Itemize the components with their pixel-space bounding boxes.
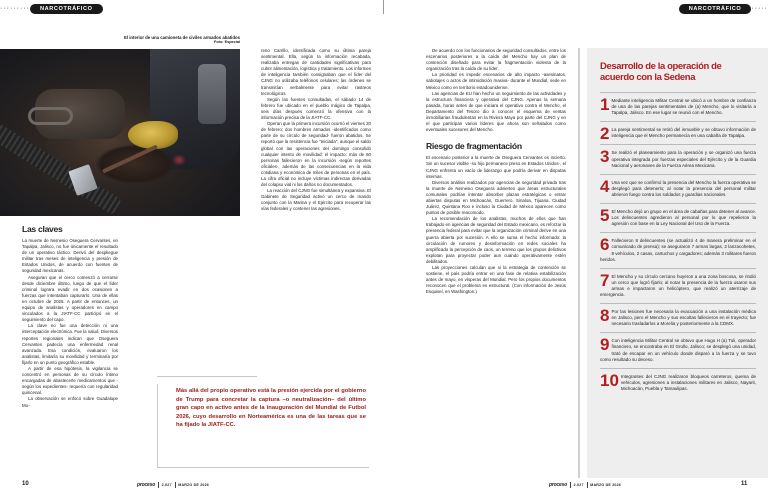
paragraph: El escenario posterior a la muerte de Oseguera Cervantes es incierto. Sin un sucesor visible -su hijo permanece preso en Estados Unidos-, el CJNG enfrenta un vacío de liderazgo que podría derivar en disputas internas.	[426, 155, 566, 179]
item-number: 10	[600, 370, 619, 390]
item-text: Se realizó el planeamiento para la operación y se organizó una fuerza operativa integrada por fuerzas especiales del Ejército y de la Guardia Nacional y aeronaves de la Fuerza Aérea Mexicana.	[611, 150, 756, 168]
section-tag-right	[679, 4, 768, 14]
paragraph: Las agencias de EU han hecho un seguimiento de las actividades y la estructura financiera y operativa del CJNG. Apenas la semana pasada, horas antes de que iniciara el operativo contra el Mencho, el Departamento del Tesoro dio a conocer el esquema de ventas inmobiliarias fraudulentas en la Riviera Maya por parte del CJNG y en el que participan varios líderes que ahora son señalados como eventuales sucesores del Mencho.	[426, 90, 566, 133]
section-label: NARCOTRÁFICO	[679, 4, 752, 14]
pullquote-text: Más allá del propio operativo está la presión ejercida por el gobierno de Trump para concretar la captura –o neutralización– del último gran capo en activo antes de la inauguración del Mundial de Futbol 2026, cuyo desarrollo en Norteamérica es una de las tareas que se ha fijado la JIATF-CC.	[176, 388, 366, 429]
paragraph: La muerte de Nemesio Oseguera Cervantes, en Tapalpa, Jalisco, no fue únicamente el resultado de un operativo táctico. Derivó del despliegue militar tras meses de inteligencia y presión de Estados Unidos, de acuerdo con fuentes de seguridad mexicanas.	[22, 238, 118, 274]
paragraph: Según las fuentes consultadas, el sábado 14 de febrero fue ubicado en el pueblo mágico de Tapalpa, seis días después comenzó la ofensiva con la información precisa de la JIATF-CC.	[261, 96, 371, 121]
item-number: 1	[600, 95, 610, 114]
brand-logo: proceso	[137, 482, 156, 488]
body-column-2	[261, 48, 371, 213]
item-text: Una vez que se confirmó la presencia del Mencho la fuerza operativa se desplegó para detenerlo; al notar la presencia del personal militar abrieron fuego contra los soldados y guardias nacionales.	[611, 179, 756, 197]
sidebar-item	[600, 174, 756, 203]
body-column-1	[22, 224, 118, 409]
item-number: 4	[600, 176, 610, 196]
item-text: Mediante inteligencia Militar Central se ubicó a un hombre de confianza de una de las parejas sentimentales de (a) Mencho, que lo visitaría a Tapalpa, Jalisco. En ese lugar se reunió con el Mencho.	[611, 98, 756, 116]
pullquote-rule	[157, 376, 257, 377]
footer-meta-left	[137, 482, 209, 488]
item-number: 2	[600, 124, 610, 144]
paragraph: Aseguran que el cerco comenzó a cerrarse desde diciembre último, luego de que el líder criminal lograra evadir en dos ocasiones a fuerzas que intentaban capturarlo. Una de ellas en octubre de 2025. A partir de entonces, un equipo de analistas y operadores en campo vinculados a la JIATF-CC participó en el seguimiento del capo.	[22, 274, 118, 323]
leader-dots: ·····	[751, 5, 768, 12]
section-label: NARCOTRÁFICO	[30, 4, 103, 14]
sidebar-item	[600, 368, 756, 397]
item-text: La pareja sentimental se retiró del inmueble y se obtuvo información de inteligencia que el Mencho permanecía en una cabaña de Tapalpa.	[611, 127, 756, 139]
page-number-left: 10	[22, 481, 29, 487]
paragraph: reno Carrillo, identificada como su última pareja sentimental. Ella, según la información recabada, realizaba entregas de cantidades significativas para cubrir alimentación, logística y tratamiento. Los informes de inteligencia también consignaban que el líder del CJNG no utilizaba teléfonos celulares; las órdenes se transmitían verbalmente para evitar rastreos tecnológicos.	[261, 48, 371, 96]
paragraph: De acuerdo con los funcionarios de seguridad consultados, entre los escenarios posteriores a la caída del Mencho hay un plan de contención diseñado para evitar la fragmentación violenta de la organización tras la caída de su líder.	[426, 48, 566, 72]
item-text: El Mencho dejó un grupo en el área de cabañas para detener al avance. Los delincuentes agredieron al personal por lo que repelieron la agresión con base en la Ley Nacional del Uso de la Fuerza.	[611, 209, 756, 227]
body-column-3	[426, 48, 566, 295]
footer-meta-right	[549, 482, 621, 488]
issue-number: 2.027	[573, 483, 584, 487]
sidebar-item	[600, 144, 756, 173]
sidebar-item	[600, 121, 756, 144]
item-number: 8	[600, 306, 610, 326]
item-number: 9	[600, 335, 610, 355]
brand-logo: proceso	[549, 482, 568, 488]
sidebar-item	[600, 332, 756, 367]
photo-headrest	[198, 64, 226, 124]
leader-dots: ·········	[0, 5, 30, 12]
paragraph: Diversos análisis realizados por agencias de seguridad privada tras la muerte de Nemesio Oseguera advierten que áreas estructurales comunales podrían intentar absorber plazas estratégicas o entrar abiertas disputas en Michoacán, Guerrero, Sinaloa, Tijuana, Ciudad Juárez, Quintana Roo e incluso la Ciudad de México aparecen como puntos de posible reacomodo.	[426, 179, 566, 216]
photo-debris	[95, 144, 175, 184]
item-text: Fallecieron 8 delincuentes (se actualizó 4 de manera preliminar en el comunicado de prensa); se aseguraron 7 armas largas, 2 lanzacohetes, 8 vehículos, 2 casas, cartuchos y cargadores; además 3 militares fueron heridos.	[600, 238, 756, 262]
issue-number: 2.027	[161, 483, 172, 487]
divider	[587, 482, 588, 488]
sidebar-title: Desarrollo de la operación de acuerdo con la Sedena	[600, 61, 722, 83]
paragraph: Operan que la primera incursión ocurrió el viernes 20 de febrero; dos hombres armados -identificados como parte de su círculo de seguridad- fueron abatidos. Se reportó que la resistencia fue "Iniciada", aunque el saldo global con las operaciones del domingo consolidó cualquier intento de movilidad: el impacto: más de 60 personas fallecieron en la incursión -según reportes oficiales-, además de las consecuencias en la vida cotidiana y económica de miles de personas en el país. La cifra oficial no incluye víctimas indirectas derivadas del colapso vial ni los daños no documentados.	[261, 121, 371, 188]
sidebar-box	[587, 48, 768, 478]
sidebar-item	[600, 303, 756, 332]
sidebar-rule	[578, 48, 580, 478]
paragraph: La observación se enfocó sobre Guadalupe Mo-	[22, 396, 118, 408]
sidebar-item	[600, 92, 756, 121]
item-text: Por las lesiones fue necesaria la evacuación a una instalación médica en Jalisco, pero el Mencho y sus escoltas fallecieron en el trayecto; fue necesario trasladarlos a Morelia y posteriormente a la CDMX.	[611, 309, 756, 327]
caption-text: El interior de una camioneta de civiles armados abatidos	[123, 35, 240, 40]
photo-vehicle-interior-icon	[0, 49, 240, 216]
divider	[158, 482, 159, 488]
item-text: El Mencho y su círculo cercano huyeron a una zona boscosa, se rindió un cerco que logró fijarlo; al notar la presencia de la fuerza usaron sus armas e impactaron un helicóptero, que realizó un aterrizaje de emergencia.	[600, 273, 756, 297]
paragraph: La clave no fue una detección ni una interceptación electrónica. Fue la salud. Diversos reportes regionales indican que Oseguera Cervantes padecía una enfermedad renal avanzada. Esa condición, evaluaron los analistas, limitaría su movilidad y terminaría por fijarlo en un punto geográfico estable.	[22, 323, 118, 365]
item-number: 7	[600, 270, 610, 290]
divider	[175, 482, 176, 488]
section-tag-left	[0, 4, 103, 14]
item-number: 5	[600, 206, 610, 226]
pullquote	[157, 384, 369, 468]
paragraph: A partir de esa hipótesis, la vigilancia se concentró en personas de su círculo íntimo encargadas de abastecerle medicamentos que -según los expedientes- requería con regularidad quincenal.	[22, 365, 118, 396]
paragraph: La reacción del CJNG fue simultánea y expansiva. El Gabinete de Seguridad activó un cerco de mando conjunto con la Marina y el Ejército para recuperar las vías federales y contener las agresiones.	[261, 188, 371, 212]
item-text: Con inteligencia Militar Central se obtuvo que Hugo H (a) Tuli, operador financiero, se encontraba en El Grullo, Jalisco; se desplegó una unidad, trató de escapar en un vehículo donde disparó a la fuerza y se tuvo como resultado su deceso.	[600, 338, 756, 362]
item-number: 6	[600, 235, 610, 255]
sidebar-item	[600, 268, 756, 303]
item-number: 3	[600, 147, 610, 167]
paragraph: Las proyecciones calculan que si la estrategia de contención se sostiene, el país podría entrar en una fase de relativa estabilización antes de mayo, en vísperas del Mundial. Pero los propios documentos reconocen que el problema es estructural. (Con información de Jesús Esquivel, en Washington.)	[426, 265, 566, 295]
sidebar-item	[600, 203, 756, 232]
issue-date: MARZO DE 2026	[178, 483, 210, 487]
issue-date: MARZO DE 2026	[590, 483, 622, 487]
photo-stain	[172, 154, 186, 166]
photo-cupholder	[28, 107, 73, 125]
item-text: Integrantes del CJNG realizaron bloqueos carreteros, quema de vehículos, agresiones a instalaciones militares en Jalisco, Nayarit, Michoacán, Puebla y Tamaulipas.	[620, 373, 756, 391]
paragraph: La prioridad es impedir escenarios de alto impacto -asesinatos, sabotajes o actos de intimidación masiva- durante el Mundial, sede en México como en territorio estadounidense.	[426, 72, 566, 90]
subhead-las-claves: Las claves	[22, 224, 63, 234]
subhead-riesgo: Riesgo de fragmentación	[426, 141, 522, 152]
divider	[570, 482, 571, 488]
paragraph: La recomendación de los analistas, muchos de ellos que han trabajado en agencias de seguridad del Estado mexicano, es reforzar la presencia federal para evitar que la organización criminal derive en una guerra abierta por sucesión. A ello se suma el hecho informado: la circulación de rumores y desinformación en redes sociales ha amplificado la percepción de caos, un terreno que los grupos delictivos explotan para proyectar poder aun cuando operativamente estén debilitados.	[426, 216, 566, 264]
photo-caption	[20, 35, 240, 45]
sidebar-item	[600, 232, 756, 267]
photo-credit: Foto: Especial	[214, 40, 240, 45]
page-number-right: 11	[741, 481, 748, 487]
